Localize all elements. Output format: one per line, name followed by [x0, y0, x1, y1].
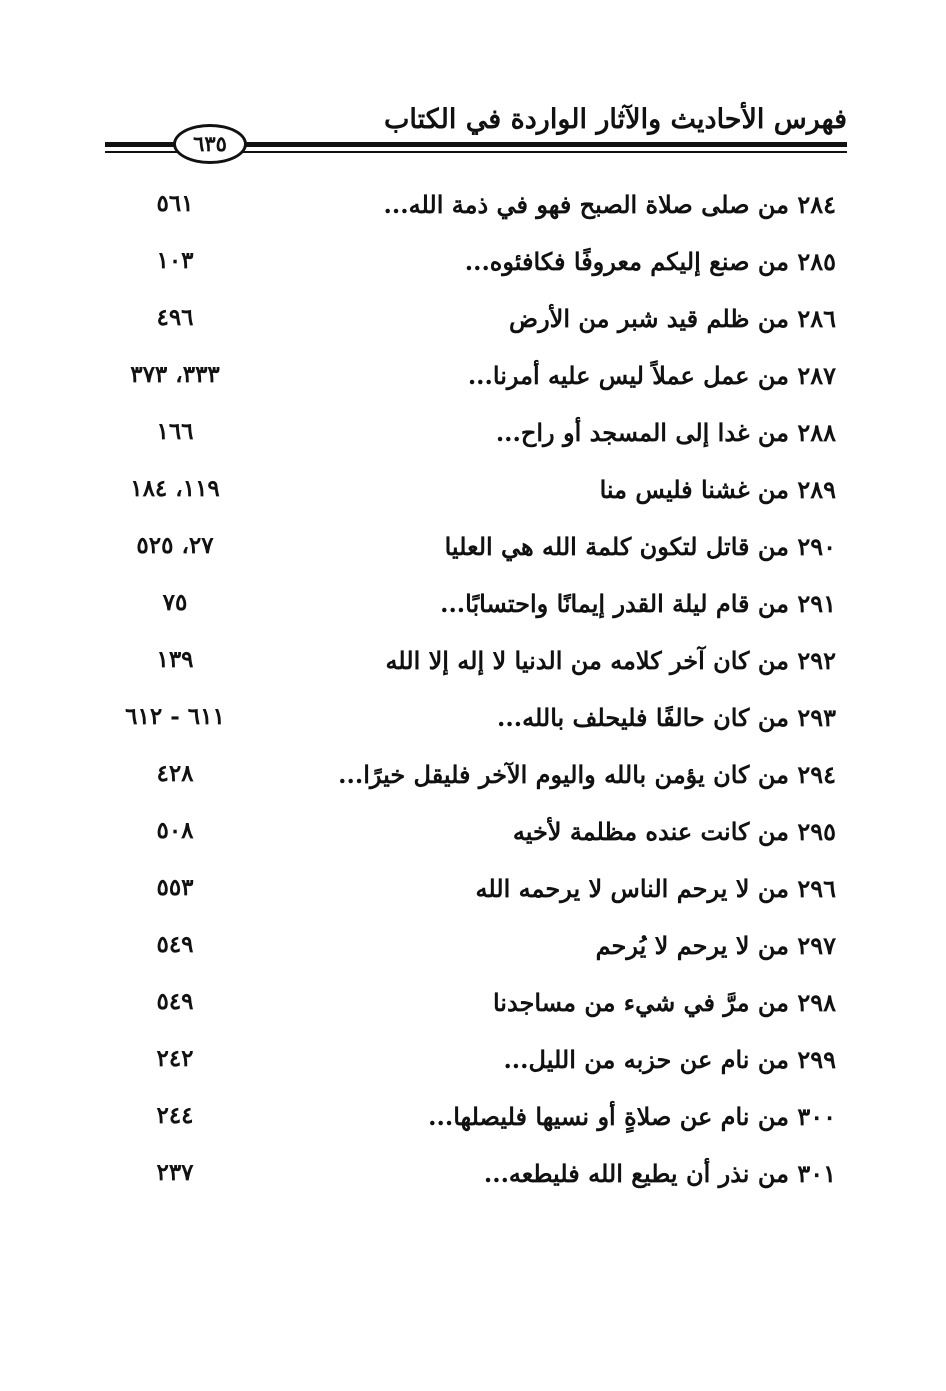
page-number-badge: ٦٣٥ [173, 124, 247, 164]
entry-page-ref: ١١٩، ١٨٤ [130, 475, 220, 502]
entry-hadith-text: من كان يؤمن بالله واليوم الآخر فليقل خيرًا... [338, 760, 789, 789]
entry-hadith-text: من لا يرحم الناس لا يرحمه الله [475, 874, 789, 903]
index-list [0, 182, 946, 1208]
index-entry [0, 353, 946, 410]
entry-text [497, 703, 836, 732]
entry-page-ref: ٣٣٣، ٣٧٣ [130, 361, 220, 388]
entry-number: ٢٩٢ [797, 646, 836, 675]
entry-hadith-text: من صنع إليكم معروفًا فكافئوه... [464, 247, 789, 276]
entry-hadith-text: من كان حالفًا فليحلف بالله... [497, 703, 789, 732]
entry-page-ref: ٥٦١ [156, 190, 194, 217]
entry-page-ref: ٤٢٨ [156, 760, 194, 787]
entry-hadith-text: من مرَّ في شيء من مساجدنا [492, 988, 789, 1017]
header-title: فهرس الأحاديث والآثار الواردة في الكتاب [383, 104, 847, 135]
index-entry [0, 296, 946, 353]
index-entry [0, 524, 946, 581]
index-entry [0, 1151, 946, 1208]
entry-text [496, 418, 836, 447]
entry-page-ref: ٥٥٣ [156, 874, 194, 901]
entry-text [484, 1159, 836, 1188]
index-entry [0, 923, 946, 980]
entry-page-ref: ٧٥ [162, 589, 188, 616]
entry-hadith-text: من كانت عنده مظلمة لأخيه [512, 817, 789, 846]
entry-text [509, 304, 836, 333]
entry-page-ref: ٢٤٤ [156, 1102, 194, 1129]
entry-hadith-text: من نام عن صلاةٍ أو نسيها فليصلها... [428, 1102, 789, 1131]
entry-number: ٢٩٩ [797, 1045, 836, 1074]
entry-number: ٢٩٣ [797, 703, 836, 732]
index-entry [0, 239, 946, 296]
entry-hadith-text: من صلى صلاة الصبح فهو في ذمة الله... [383, 190, 789, 219]
entry-page-ref: ٢٣٧ [156, 1159, 194, 1186]
entry-number: ٢٩٧ [797, 931, 836, 960]
entry-text [384, 190, 836, 219]
entry-number: ٢٩٥ [797, 817, 836, 846]
index-entry [0, 1094, 946, 1151]
entry-hadith-text: من نام عن حزبه من الليل... [503, 1045, 789, 1074]
entry-text [445, 532, 836, 561]
entry-number: ٣٠٠ [797, 1102, 836, 1131]
index-entry [0, 866, 946, 923]
index-entry [0, 581, 946, 638]
entry-number: ٢٨٩ [797, 475, 836, 504]
entry-number: ٢٩٠ [797, 532, 836, 561]
entry-number: ٢٩٤ [797, 760, 836, 789]
entry-number: ٢٨٨ [797, 418, 836, 447]
entry-number: ٢٩٦ [797, 874, 836, 903]
entry-text [475, 874, 836, 903]
entry-hadith-text: من قاتل لتكون كلمة الله هي العليا [444, 532, 789, 561]
entry-text [338, 760, 836, 789]
entry-page-ref: ٦١١ - ٦١٢ [125, 703, 225, 730]
entry-text [493, 988, 836, 1017]
entry-page-ref: ٥٤٩ [156, 988, 194, 1015]
entry-page-ref: ٥٤٩ [156, 931, 194, 958]
entry-text [503, 1045, 836, 1074]
entry-text [600, 475, 836, 504]
entry-hadith-text: من ظلم قيد شبر من الأرض [509, 304, 789, 333]
index-entry [0, 182, 946, 239]
entry-text [428, 1102, 836, 1131]
entry-number: ٢٩٨ [797, 988, 836, 1017]
index-entry [0, 638, 946, 695]
index-entry [0, 1037, 946, 1094]
index-entry [0, 695, 946, 752]
entry-hadith-text: من نذر أن يطيع الله فليطعه... [483, 1159, 789, 1188]
entry-hadith-text: من كان آخر كلامه من الدنيا لا إله إلا الله [385, 646, 789, 675]
entry-text [596, 931, 836, 960]
index-entry [0, 980, 946, 1037]
entry-page-ref: ٢٧، ٥٢٥ [136, 532, 214, 559]
entry-text [465, 247, 836, 276]
entry-hadith-text: من غدا إلى المسجد أو راح... [495, 418, 789, 447]
entry-number: ٢٨٦ [797, 304, 836, 333]
entry-page-ref: ١٠٣ [156, 247, 194, 274]
entry-page-ref: ١٦٦ [156, 418, 194, 445]
index-entry [0, 752, 946, 809]
entry-number: ٢٩١ [797, 589, 836, 618]
entry-number: ٢٨٧ [797, 361, 836, 390]
entry-text [513, 817, 836, 846]
index-entry [0, 410, 946, 467]
entry-page-ref: ٢٤٢ [156, 1045, 194, 1072]
entry-page-ref: ٥٠٨ [156, 817, 194, 844]
entry-hadith-text: من غشنا فليس منا [599, 475, 789, 504]
entry-number: ٢٨٥ [797, 247, 836, 276]
entry-text [385, 646, 836, 675]
entry-text [440, 589, 836, 618]
entry-number: ٢٨٤ [797, 190, 836, 219]
entry-number: ٣٠١ [797, 1159, 836, 1188]
index-entry [0, 809, 946, 866]
entry-page-ref: ١٣٩ [156, 646, 194, 673]
page-header [105, 98, 847, 162]
entry-hadith-text: من عمل عملاً ليس عليه أمرنا... [467, 361, 789, 390]
entry-text [468, 361, 836, 390]
index-entry [0, 467, 946, 524]
entry-hadith-text: من لا يرحم لا يُرحم [595, 931, 789, 960]
entry-page-ref: ٤٩٦ [156, 304, 194, 331]
entry-hadith-text: من قام ليلة القدر إيمانًا واحتسابًا... [440, 589, 789, 618]
